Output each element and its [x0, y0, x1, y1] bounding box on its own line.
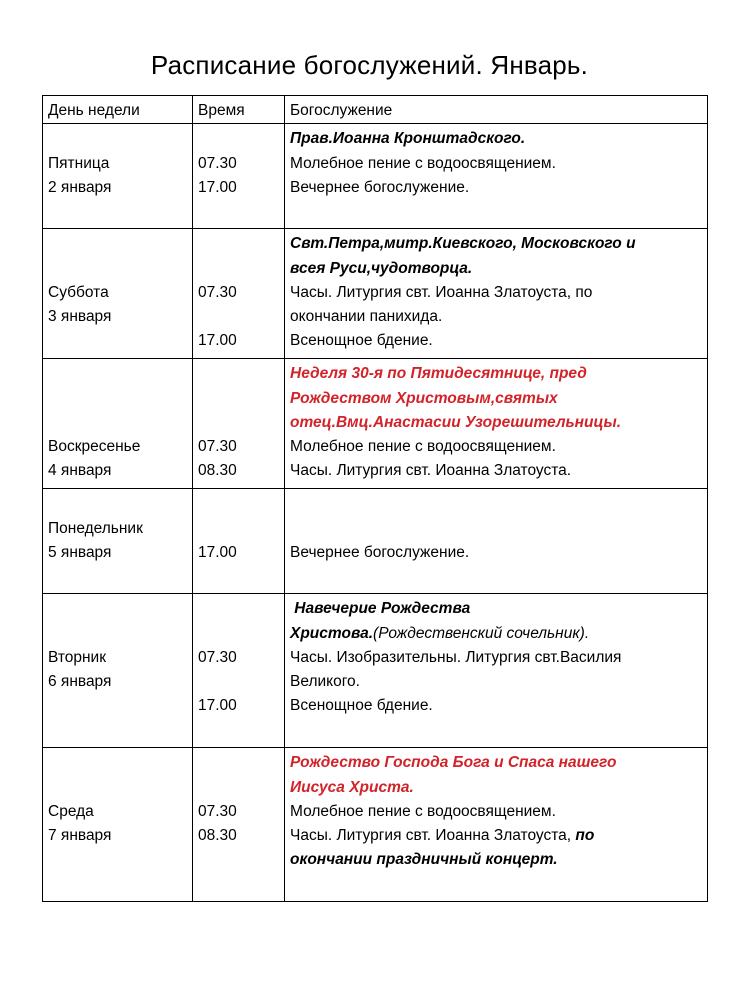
day-cell — [43, 359, 193, 489]
feast-subtitle: (Рождественский сочельник). — [373, 624, 590, 642]
feast-title: всея Руси,чудотворца. — [290, 259, 473, 277]
time: 07.30 — [198, 438, 237, 456]
date: 7 января — [48, 827, 112, 845]
day-cell — [43, 124, 193, 229]
service-note: окончании праздничный концерт. — [290, 851, 558, 869]
feast-title: Христова. — [290, 624, 374, 642]
table-row — [43, 748, 708, 902]
time-cell — [193, 594, 285, 748]
date: 5 января — [48, 543, 112, 561]
feast-title: Рождество Господа Бога и Спаса нашего — [290, 754, 617, 772]
time-cell — [193, 359, 285, 489]
header-service: Богослужение — [285, 96, 708, 124]
service-cell — [285, 748, 708, 902]
service-line: Часы. Литургия свт. Иоанна Златоуста. — [290, 462, 572, 480]
date: 3 января — [48, 308, 112, 326]
weekday: Пятница — [48, 154, 110, 172]
feast-title: Иисуса Христа. — [290, 778, 414, 796]
feast-title: Прав.Иоанна Кронштадского. — [290, 130, 526, 148]
header-time: Время — [193, 96, 285, 124]
time: 07.30 — [198, 802, 237, 820]
service-note: по — [575, 827, 595, 845]
date: 4 января — [48, 462, 112, 480]
feast-title: Рождеством Христовым,святых — [290, 389, 558, 407]
weekday: Вторник — [48, 648, 106, 666]
service-cell — [285, 489, 708, 594]
weekday: Воскресенье — [48, 438, 141, 456]
table-header-row — [43, 96, 708, 124]
service-line: Часы. Литургия свт. Иоанна Златоуста, по — [290, 283, 593, 301]
time-cell — [193, 124, 285, 229]
service-cell — [285, 594, 708, 748]
service-line: Вечернее богослужение. — [290, 543, 470, 561]
service-line: Всенощное бдение. — [290, 332, 433, 350]
feast-title: Свт.Петра,митр.Киевского, Московского и — [290, 235, 636, 253]
time: 08.30 — [198, 462, 237, 480]
service-line: Часы. Изобразительны. Литургия свт.Василия — [290, 648, 622, 666]
table-row — [43, 359, 708, 489]
service-line: Вечернее богослужение. — [290, 178, 470, 196]
service-cell — [285, 229, 708, 359]
weekday: Суббота — [48, 283, 109, 301]
weekday: Среда — [48, 802, 94, 820]
day-cell — [43, 489, 193, 594]
service-line: Молебное пение с водоосвящением. — [290, 154, 556, 172]
table-row — [43, 229, 708, 359]
day-cell — [43, 229, 193, 359]
day-cell — [43, 594, 193, 748]
service-cell — [285, 359, 708, 489]
day-cell — [43, 748, 193, 902]
schedule-table — [42, 95, 708, 902]
table-row — [43, 489, 708, 594]
service-line: Часы. Литургия свт. Иоанна Златоуста, — [290, 827, 576, 845]
service-cell — [285, 124, 708, 229]
time: 07.30 — [198, 283, 237, 301]
table-row — [43, 124, 708, 229]
time: 17.00 — [198, 697, 237, 715]
time: 08.30 — [198, 827, 237, 845]
weekday: Понедельник — [48, 519, 143, 537]
service-line: окончании панихида. — [290, 308, 443, 326]
service-line: Молебное пение с водоосвящением. — [290, 438, 556, 456]
time-cell — [193, 748, 285, 902]
time: 17.00 — [198, 178, 237, 196]
time-cell — [193, 229, 285, 359]
header-day: День недели — [43, 96, 193, 124]
page-title: Расписание богослужений. Январь. — [150, 50, 589, 80]
date: 2 января — [48, 178, 112, 196]
time: 17.00 — [198, 332, 237, 350]
table-row — [43, 594, 708, 748]
date: 6 января — [48, 673, 112, 691]
time: 07.30 — [198, 648, 237, 666]
service-line: Всенощное бдение. — [290, 697, 433, 715]
service-line: Великого. — [290, 673, 360, 691]
time: 07.30 — [198, 154, 237, 172]
time-cell — [193, 489, 285, 594]
time: 17.00 — [198, 543, 237, 561]
feast-title: отец.Вмц.Анастасии Узорешительницы. — [290, 413, 622, 431]
feast-title: Неделя 30-я по Пятидесятнице, пред — [290, 365, 587, 383]
feast-title: Навечерие Рождества — [290, 600, 471, 618]
service-line: Молебное пение с водоосвящением. — [290, 802, 556, 820]
